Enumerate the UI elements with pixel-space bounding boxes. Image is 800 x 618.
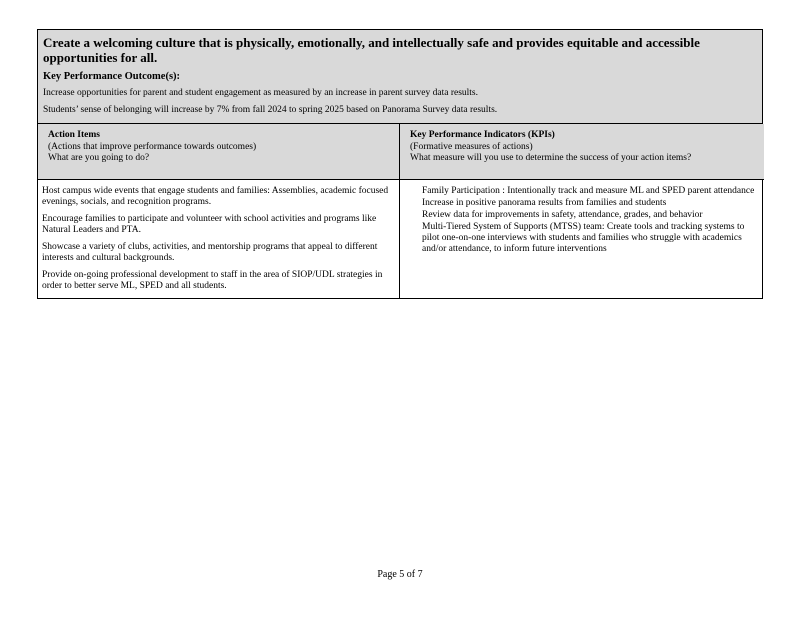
page-number: Page 5 of 7 — [377, 569, 423, 580]
kpo-label: Key Performance Outcome(s): — [43, 71, 181, 82]
action-items-subtitle: (Actions that improve performance towards outcomes) — [48, 141, 257, 152]
goal-box — [37, 29, 763, 124]
action-item: Provide on-going professional development to staff in the area of SIOP/UDL strategies in order to better serve ML, SPED and all students. — [42, 270, 383, 291]
kpi-title: Key Performance Indicators (KPIs) — [410, 130, 555, 140]
action-item: Showcase a variety of clubs, activities, and mentorship programs that appeal to different interests and cultural backgrounds. — [42, 242, 378, 263]
kpi-text: Family Participation : Intentionally track and measure ML and SPED parent attendance — [422, 186, 755, 196]
bullet-icon — [404, 222, 422, 255]
kpi-item — [404, 198, 756, 209]
kpi-list — [404, 186, 756, 255]
action-kpi-table — [37, 124, 763, 299]
action-items-title: Action Items — [48, 130, 100, 140]
kpi-item — [404, 186, 756, 197]
kpi-question: What measure will you use to determine the success of your action items? — [410, 153, 692, 163]
action-items-cell — [38, 180, 400, 298]
bullet-icon — [404, 210, 422, 221]
kpi-text: Review data for improvements in safety, attendance, grades, and behavior — [422, 210, 703, 220]
bullet-icon — [404, 186, 422, 197]
kpi-text: Increase in positive panorama results from families and students — [422, 198, 667, 208]
kpo-line-1: Increase opportunities for parent and student engagement as measured by an increase in parent survey data results. — [43, 88, 478, 98]
kpi-subtitle: (Formative measures of actions) — [410, 141, 533, 152]
goal-title: Create a welcoming culture that is physically, emotionally, and intellectually safe and provides equitable and accessible opportunities for all. — [43, 35, 700, 65]
kpi-item — [404, 210, 756, 221]
action-items-question: What are you going to do? — [48, 153, 150, 163]
action-items-header — [38, 124, 400, 180]
kpo-line-2: Students’ sense of belonging will increase by 7% from fall 2024 to spring 2025 based on Panorama Survey data results. — [43, 105, 498, 115]
bullet-icon — [404, 198, 422, 209]
goal-sheet — [37, 29, 763, 299]
action-item: Encourage families to participate and volunteer with school activities and programs like Natural Leaders and PTA. — [42, 214, 377, 235]
kpi-item — [404, 222, 756, 255]
kpi-text: Multi-Tiered System of Supports (MTSS) team: Create tools and tracking systems to pilot one-on-one interviews with students and families who struggle with academics and/or attendance, to inform future interventions — [422, 222, 745, 254]
kpi-cell — [400, 180, 764, 298]
action-item: Host campus wide events that engage students and families: Assemblies, academic focused evenings, socials, and recognition programs. — [42, 186, 389, 207]
kpi-header — [400, 124, 764, 180]
